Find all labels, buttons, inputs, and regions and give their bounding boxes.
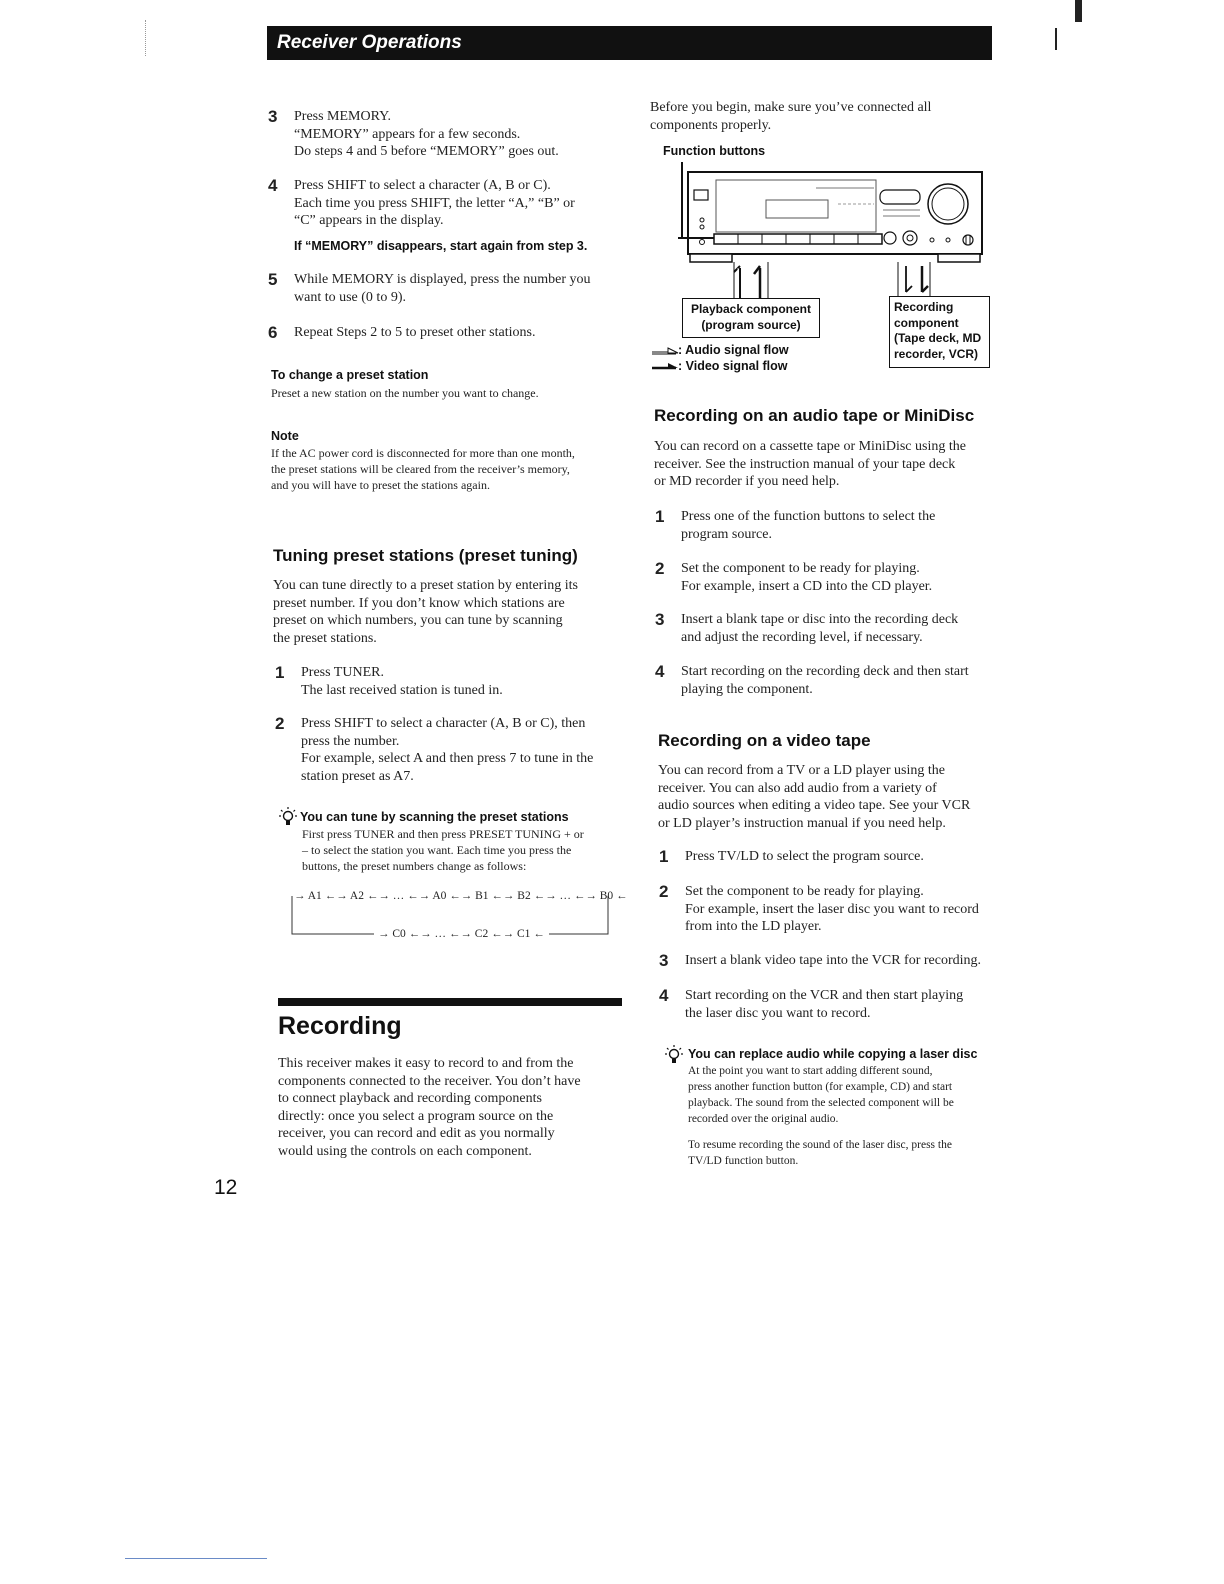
video-step-4 <box>659 987 1019 1022</box>
step-4 <box>268 177 628 255</box>
box-line: component <box>894 315 959 330</box>
sequence-top: → A1 ←→ A2 ←→ … ←→ A0 ←→ B1 ←→ B2 ←→ … ←→ B0 ← <box>294 890 628 902</box>
edge-dots <box>145 20 147 56</box>
tip-line: recorded over the original audio. <box>688 1113 839 1125</box>
step-line: Press SHIFT to select a character (A, B or C). <box>294 178 551 193</box>
intro-line: the preset stations. <box>273 630 377 646</box>
before-line: components properly. <box>650 117 772 133</box>
tuning-step-2 <box>275 715 635 785</box>
preset-sequence-diagram <box>290 886 628 940</box>
step-line: Press TV/LD to select the program source. <box>685 849 924 864</box>
step-number: 1 <box>655 507 665 526</box>
intro-line: preset on which numbers, you can tune by scanning <box>273 613 563 628</box>
step-line: For example, insert the laser disc you want to record <box>685 901 979 917</box>
audio-step-1 <box>655 508 1015 543</box>
step-line: Do steps 4 and 5 before “MEMORY” goes out. <box>294 144 559 159</box>
step-line: Start recording on the recording deck and then start <box>681 664 969 679</box>
step-line: Set the component to be ready for playing. <box>681 561 920 576</box>
audio-tape-heading: Recording on an audio tape or MiniDisc <box>654 406 975 425</box>
change-preset-heading: To change a preset station <box>271 368 429 382</box>
step-line: Set the component to be ready for playing. <box>685 884 924 899</box>
step-number: 2 <box>275 714 285 733</box>
step-number: 1 <box>275 663 285 682</box>
box-line: (Tape deck, MD <box>894 331 982 345</box>
intro-line: You can tune directly to a preset station by entering its <box>273 578 578 593</box>
step-line: While MEMORY is displayed, press the number you <box>294 272 591 287</box>
step-line: The last received station is tuned in. <box>301 682 503 698</box>
step-line: For example, insert a CD into the CD player. <box>681 578 933 594</box>
intro-line: You can record from a TV or a LD player using the <box>658 763 945 778</box>
tip-heading: You can replace audio while copying a laser disc <box>688 1047 978 1061</box>
note-body <box>271 445 631 493</box>
audio-step-2 <box>655 560 1015 595</box>
step-line: press the number. <box>301 733 400 749</box>
intro-line: components connected to the receiver. You don’t have <box>278 1073 581 1089</box>
recording-rule <box>278 998 622 1006</box>
intro-line: would using the controls on each component. <box>278 1143 532 1159</box>
recording-component-box <box>889 296 990 368</box>
note-line: If the AC power cord is disconnected for more than one month, <box>271 446 575 460</box>
tip-line: TV/LD function button. <box>688 1155 799 1167</box>
tip-line: First press TUNER and then press PRESET TUNING + or <box>302 827 584 841</box>
step-3 <box>268 108 628 161</box>
video-step-1 <box>659 848 1019 866</box>
tuning-intro <box>273 577 633 647</box>
step-line: the laser disc you want to record. <box>685 1005 871 1021</box>
before-line: Before you begin, make sure you’ve connected all <box>650 100 932 115</box>
intro-line: audio sources when editing a video tape. See your VCR <box>658 798 971 813</box>
audio-tape-intro <box>654 438 1014 491</box>
step-number: 4 <box>659 986 669 1005</box>
step-line: Press one of the function buttons to select the <box>681 509 936 524</box>
video-tape-intro <box>658 762 1018 832</box>
function-buttons-label: Function buttons <box>663 144 766 158</box>
step-line: Press SHIFT to select a character (A, B or C), then <box>301 716 586 731</box>
intro-line: preset number. If you don’t know which stations are <box>273 595 565 611</box>
tip-line: playback. The sound from the selected component will be <box>688 1097 954 1109</box>
step-line: Start recording on the VCR and then start playing <box>685 988 964 1003</box>
intro-line: directly: once you select a program source on the <box>278 1108 554 1124</box>
box-line: recorder, VCR) <box>894 346 979 361</box>
edge-mark-line <box>1055 28 1057 50</box>
intro-line: This receiver makes it easy to record to and from the <box>278 1056 574 1071</box>
audio-flow-icon <box>652 346 680 356</box>
playback-component-box <box>682 298 820 338</box>
step-line: program source. <box>681 526 772 542</box>
video-tape-heading: Recording on a video tape <box>658 731 871 750</box>
step-line: playing the component. <box>681 681 813 697</box>
step-number: 2 <box>659 882 669 901</box>
tip-line: – to select the station you want. Each time you press the <box>302 843 572 857</box>
step-line: “MEMORY” appears for a few seconds. <box>294 126 521 142</box>
step-number: 3 <box>659 951 669 970</box>
tuning-heading: Tuning preset stations (preset tuning) <box>273 546 578 565</box>
step-line: Each time you press SHIFT, the letter “A,” “B” or <box>294 195 575 211</box>
step-line: from into the LD player. <box>685 919 822 934</box>
before-begin <box>650 99 1010 134</box>
note-line: and you will have to preset the stations again. <box>271 478 490 492</box>
video-flow-icon <box>652 362 680 372</box>
note-line: the preset stations will be cleared from the receiver’s memory, <box>271 462 570 476</box>
audio-step-4 <box>655 663 1015 698</box>
intro-line: to connect playback and recording components <box>278 1091 542 1106</box>
step-number: 5 <box>268 270 278 289</box>
scan-edge-line <box>125 1558 267 1559</box>
step-5 <box>268 271 628 306</box>
step-number: 4 <box>655 662 665 681</box>
step-line: Insert a blank tape or disc into the recording deck <box>681 612 959 627</box>
step-line: For example, select A and then press 7 to tune in the <box>301 751 594 766</box>
step-number: 6 <box>268 323 278 342</box>
step-6 <box>268 324 628 342</box>
box-line: Playback component <box>690 302 812 316</box>
step-note: If “MEMORY” disappears, start again from step 3. <box>294 238 588 253</box>
sequence-bottom: → C0 ←→ … ←→ C2 ←→ C1 ← <box>374 926 549 942</box>
step-line: Repeat Steps 2 to 5 to preset other stations. <box>294 325 536 340</box>
step-line: Insert a blank video tape into the VCR for recording. <box>685 953 981 968</box>
video-step-2 <box>659 883 1019 936</box>
box-line: Recording <box>894 300 954 314</box>
intro-line: You can record on a cassette tape or MiniDisc using the <box>654 439 966 454</box>
audio-step-3 <box>655 611 1015 646</box>
tuning-step-1 <box>275 664 635 699</box>
tip-line: buttons, the preset numbers change as follows: <box>302 859 527 873</box>
tip-icon <box>664 1044 684 1066</box>
recording-heading: Recording <box>278 1012 402 1040</box>
legend-audio: : Audio signal flow <box>678 343 789 357</box>
intro-line: receiver. See the instruction manual of your tape deck <box>654 456 956 472</box>
note-heading: Note <box>271 429 299 443</box>
intro-line: or MD recorder if you need help. <box>654 474 840 489</box>
step-line: station preset as A7. <box>301 768 414 784</box>
tip-body <box>688 1063 1018 1169</box>
step-line: “C” appears in the display. <box>294 213 444 228</box>
box-line: (program source) <box>701 317 801 332</box>
step-line: want to use (0 to 9). <box>294 289 406 305</box>
step-number: 3 <box>655 610 665 629</box>
tip-line: To resume recording the sound of the laser disc, press the <box>688 1139 952 1151</box>
step-number: 3 <box>268 107 278 126</box>
step-number: 4 <box>268 176 278 195</box>
step-line: Press MEMORY. <box>294 109 391 124</box>
page-number: 12 <box>214 1176 238 1199</box>
step-line: and adjust the recording level, if necessary. <box>681 629 923 645</box>
tip-icon <box>278 806 298 828</box>
tip-line: At the point you want to start adding different sound, <box>688 1065 933 1077</box>
tip-heading: You can tune by scanning the preset stations <box>300 810 569 824</box>
intro-line: or LD player’s instruction manual if you need help. <box>658 815 946 831</box>
step-number: 2 <box>655 559 665 578</box>
step-line: Press TUNER. <box>301 665 384 680</box>
recording-intro <box>278 1055 638 1160</box>
step-number: 1 <box>659 847 669 866</box>
intro-line: receiver, you can record and edit as you normally <box>278 1126 555 1141</box>
edge-mark <box>1075 0 1082 22</box>
section-header: Receiver Operations <box>267 26 992 60</box>
tip-body <box>302 826 642 874</box>
tip-line: press another function button (for example, CD) and start <box>688 1081 953 1093</box>
intro-line: receiver. You can also add audio from a variety of <box>658 780 937 796</box>
change-preset-text: Preset a new station on the number you want to change. <box>271 386 539 400</box>
video-step-3 <box>659 952 1019 970</box>
legend-video: : Video signal flow <box>678 359 788 373</box>
receiver-diagram <box>678 160 1018 310</box>
